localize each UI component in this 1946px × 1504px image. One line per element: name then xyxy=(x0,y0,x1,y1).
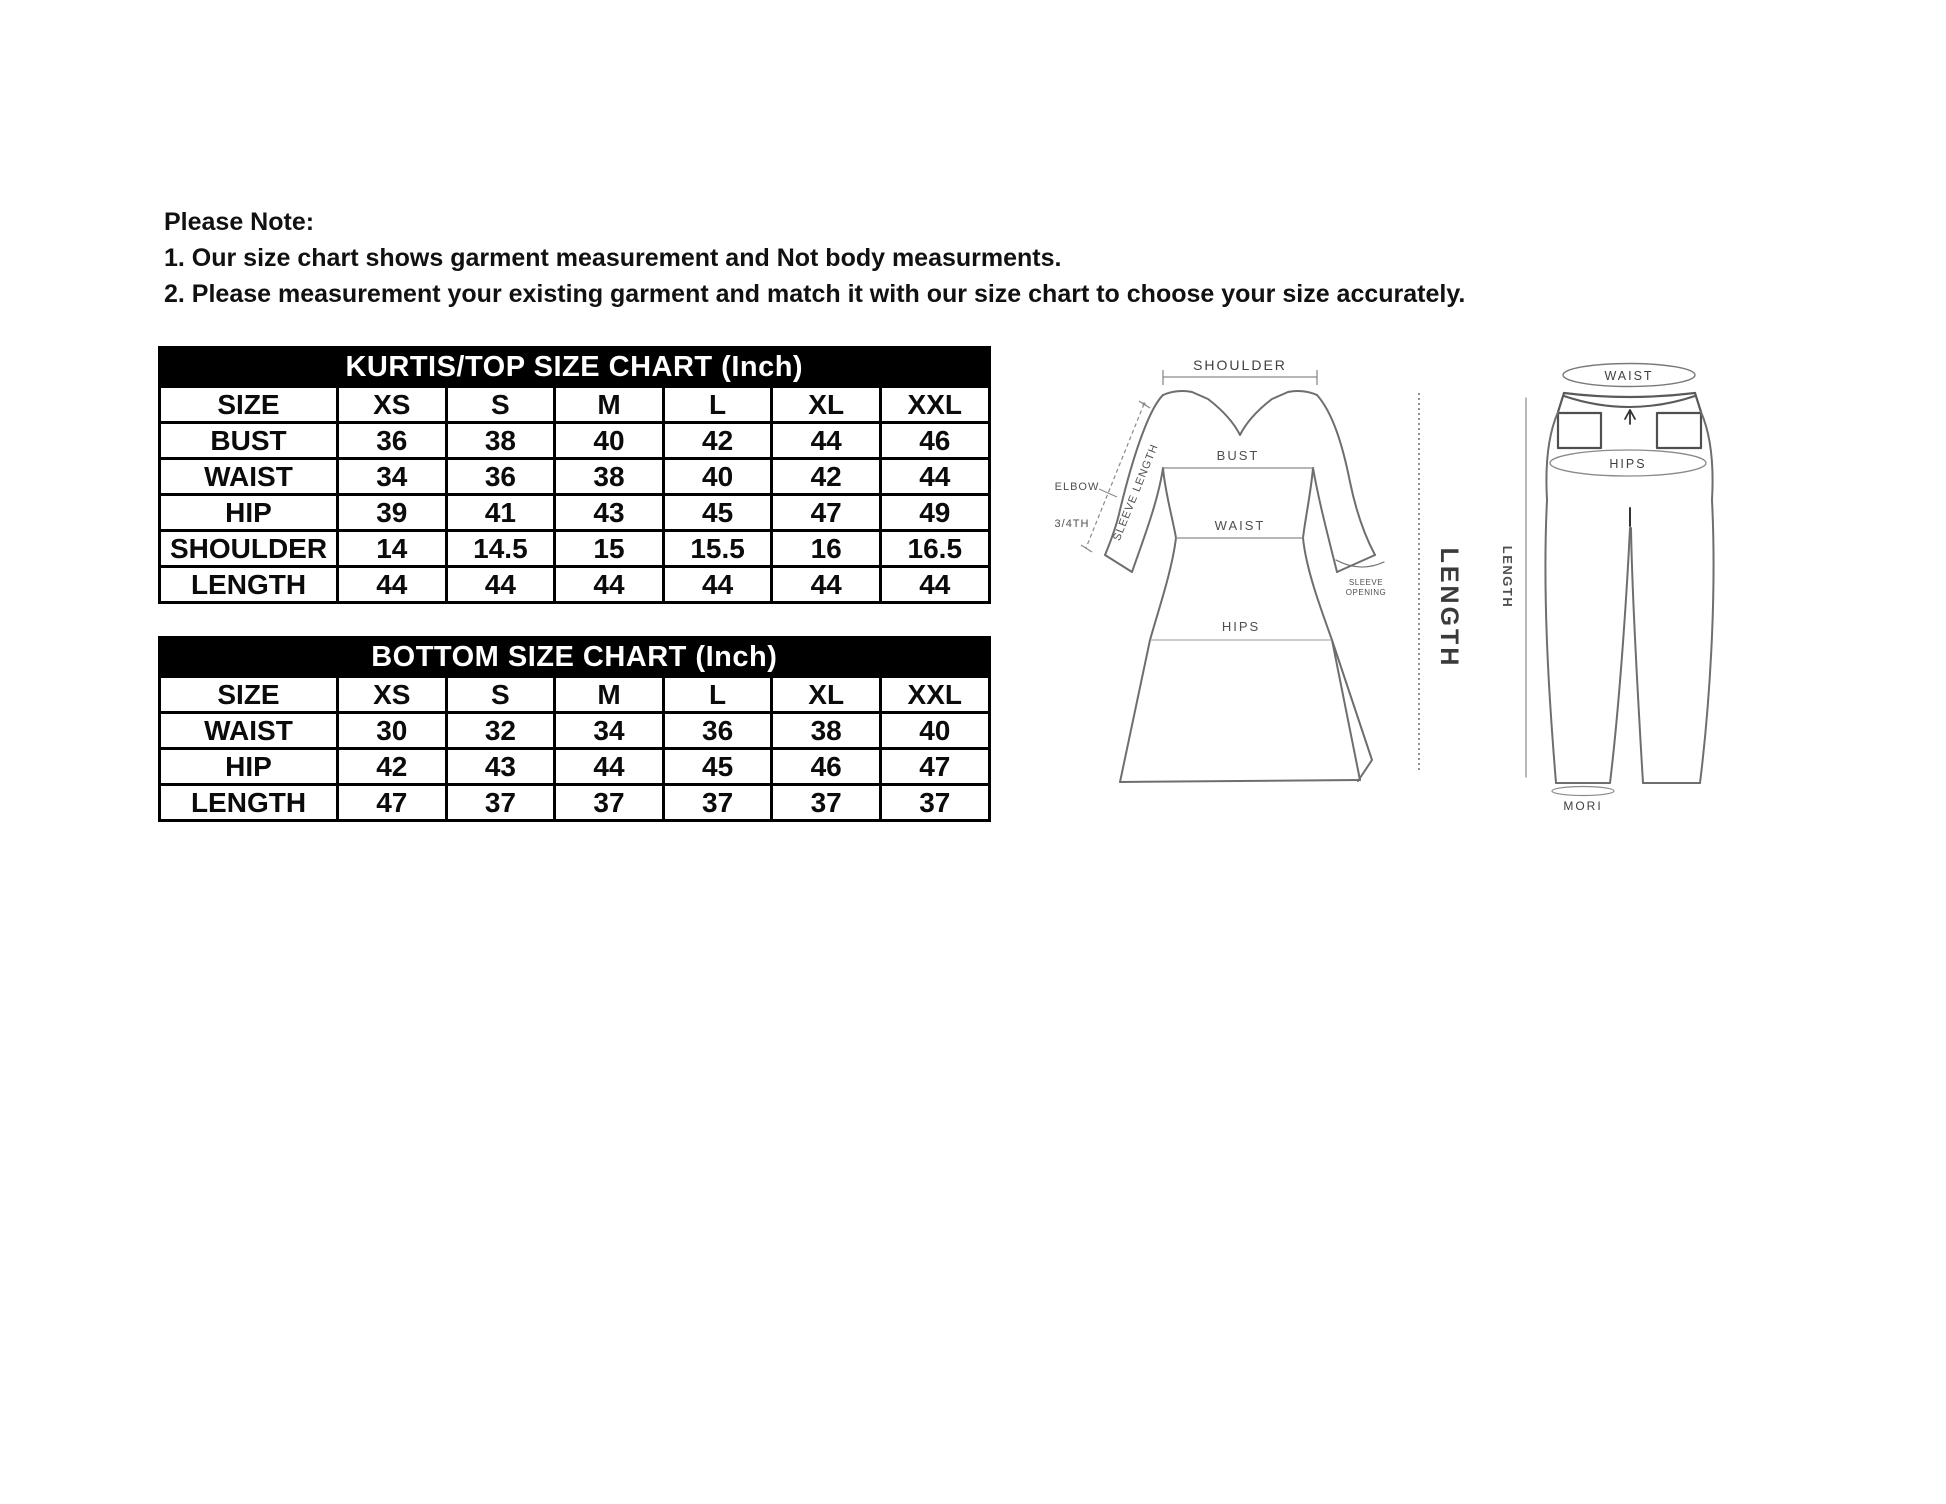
notes-line-1: 1. Our size chart shows garment measurement and Not body measurments. xyxy=(164,244,1062,272)
table-row xyxy=(160,567,990,603)
row-label: WAIST xyxy=(160,713,338,749)
value-cell: 44 xyxy=(772,423,881,459)
value-cell: 37 xyxy=(880,785,989,821)
pants-measurement-diagram xyxy=(1490,340,1820,860)
row-label: BUST xyxy=(160,423,338,459)
table-row xyxy=(160,495,990,531)
value-cell: 38 xyxy=(772,713,881,749)
value-cell: 43 xyxy=(446,749,555,785)
value-cell: 47 xyxy=(880,749,989,785)
kurti-length-label: LENGTH xyxy=(1435,547,1463,669)
value-cell: 47 xyxy=(338,785,447,821)
table-title: BOTTOM SIZE CHART (Inch) xyxy=(160,638,990,677)
notes-title: Please Note: xyxy=(164,208,315,236)
pants-outline xyxy=(1526,364,1714,796)
three-fourth-label: 3/4TH xyxy=(1054,518,1090,530)
value-cell: 49 xyxy=(880,495,989,531)
right-leg-inner xyxy=(1631,528,1643,783)
row-label: HIP xyxy=(160,749,338,785)
row-label: SHOULDER xyxy=(160,531,338,567)
value-cell: 34 xyxy=(338,459,447,495)
value-cell: 47 xyxy=(772,495,881,531)
value-cell: 34 xyxy=(555,713,664,749)
table-row xyxy=(160,459,990,495)
mori-ellipse xyxy=(1552,787,1614,796)
kurti-left-cuff xyxy=(1105,555,1132,572)
kurtis-top-size-chart-table xyxy=(158,346,991,604)
kurti-measurement-diagram xyxy=(1020,340,1490,840)
elbow-tick xyxy=(1099,489,1117,497)
sleeve-length-label: SLEEVE LENGTH xyxy=(1110,442,1161,543)
table-header-row xyxy=(160,387,990,423)
value-cell: 45 xyxy=(663,749,772,785)
value-cell: 40 xyxy=(663,459,772,495)
sleeve-measure-dot xyxy=(1142,402,1145,405)
sleeve-opening-label-2: OPENING xyxy=(1345,588,1387,597)
row-label: LENGTH xyxy=(160,567,338,603)
row-label: HIP xyxy=(160,495,338,531)
value-cell: 44 xyxy=(663,567,772,603)
shoulder-label: SHOULDER xyxy=(1193,357,1287,373)
table-title: KURTIS/TOP SIZE CHART (Inch) xyxy=(160,348,990,387)
header-cell: L xyxy=(663,387,772,423)
value-cell: 37 xyxy=(663,785,772,821)
drawstring-mark xyxy=(1625,410,1635,424)
notes-line-2: 2. Please measurement your existing garment and match it with our size chart to choose your size accurately. xyxy=(164,280,1466,308)
sleeve-measure-tick-bottom xyxy=(1081,545,1092,552)
header-cell: L xyxy=(663,677,772,713)
value-cell: 42 xyxy=(663,423,772,459)
header-cell: XXL xyxy=(880,387,989,423)
value-cell: 39 xyxy=(338,495,447,531)
value-cell: 38 xyxy=(555,459,664,495)
value-cell: 37 xyxy=(446,785,555,821)
value-cell: 37 xyxy=(555,785,664,821)
kurti-right-sleeve-inner xyxy=(1313,468,1337,572)
value-cell: 44 xyxy=(772,567,881,603)
row-label: WAIST xyxy=(160,459,338,495)
value-cell: 30 xyxy=(338,713,447,749)
value-cell: 40 xyxy=(555,423,664,459)
header-cell: XL xyxy=(772,387,881,423)
value-cell: 45 xyxy=(663,495,772,531)
value-cell: 15.5 xyxy=(663,531,772,567)
value-cell: 15 xyxy=(555,531,664,567)
table-row xyxy=(160,749,990,785)
value-cell: 44 xyxy=(555,749,664,785)
value-cell: 46 xyxy=(880,423,989,459)
table-title-row xyxy=(160,348,990,387)
table-title-row xyxy=(160,638,990,677)
header-cell: XXL xyxy=(880,677,989,713)
kurti-right-side xyxy=(1303,468,1360,780)
waistband-top xyxy=(1564,393,1695,397)
notes-section xyxy=(164,204,1465,312)
value-cell: 32 xyxy=(446,713,555,749)
value-cell: 37 xyxy=(772,785,881,821)
value-cell: 38 xyxy=(446,423,555,459)
header-cell: S xyxy=(446,387,555,423)
value-cell: 41 xyxy=(446,495,555,531)
header-cell: SIZE xyxy=(160,677,338,713)
header-cell: SIZE xyxy=(160,387,338,423)
mori-label: MORI xyxy=(1563,799,1603,813)
value-cell: 46 xyxy=(772,749,881,785)
pants-waist-label: WAIST xyxy=(1604,369,1654,383)
value-cell: 36 xyxy=(338,423,447,459)
left-leg-inner xyxy=(1610,528,1630,783)
value-cell: 44 xyxy=(338,567,447,603)
kurti-hem xyxy=(1120,780,1360,782)
hips-label: HIPS xyxy=(1221,619,1261,634)
bust-label: BUST xyxy=(1216,448,1260,463)
table-row xyxy=(160,785,990,821)
value-cell: 16 xyxy=(772,531,881,567)
value-cell: 16.5 xyxy=(880,531,989,567)
pants-hips-label: HIPS xyxy=(1609,457,1647,471)
value-cell: 14.5 xyxy=(446,531,555,567)
sleeve-opening-label-1: SLEEVE xyxy=(1348,578,1384,587)
value-cell: 44 xyxy=(880,459,989,495)
header-cell: S xyxy=(446,677,555,713)
value-cell: 44 xyxy=(880,567,989,603)
kurti-right-sleeve-outer xyxy=(1317,395,1375,555)
value-cell: 44 xyxy=(555,567,664,603)
waistband-left-side xyxy=(1558,393,1564,412)
waist-label: WAIST xyxy=(1214,518,1266,533)
value-cell: 44 xyxy=(446,567,555,603)
elbow-label: ELBOW xyxy=(1054,481,1100,493)
kurti-neckline xyxy=(1163,391,1317,435)
header-cell: XL xyxy=(772,677,881,713)
value-cell: 36 xyxy=(663,713,772,749)
value-cell: 43 xyxy=(555,495,664,531)
value-cell: 42 xyxy=(338,749,447,785)
bottom-size-chart-table xyxy=(158,636,991,822)
value-cell: 42 xyxy=(772,459,881,495)
header-cell: XS xyxy=(338,677,447,713)
value-cell: 40 xyxy=(880,713,989,749)
header-cell: XS xyxy=(338,387,447,423)
pants-length-label: LENGTH xyxy=(1500,545,1515,609)
value-cell: 36 xyxy=(446,459,555,495)
table-row xyxy=(160,713,990,749)
value-cell: 14 xyxy=(338,531,447,567)
left-pocket xyxy=(1558,413,1601,448)
kurti-labels xyxy=(1055,357,1463,668)
row-label: LENGTH xyxy=(160,785,338,821)
table-header-row xyxy=(160,677,990,713)
table-row xyxy=(160,423,990,459)
table-row xyxy=(160,531,990,567)
waistband-right-side xyxy=(1695,393,1701,412)
header-cell: M xyxy=(555,387,664,423)
header-cell: M xyxy=(555,677,664,713)
right-pocket xyxy=(1657,413,1701,448)
kurti-side-slit xyxy=(1332,640,1372,781)
